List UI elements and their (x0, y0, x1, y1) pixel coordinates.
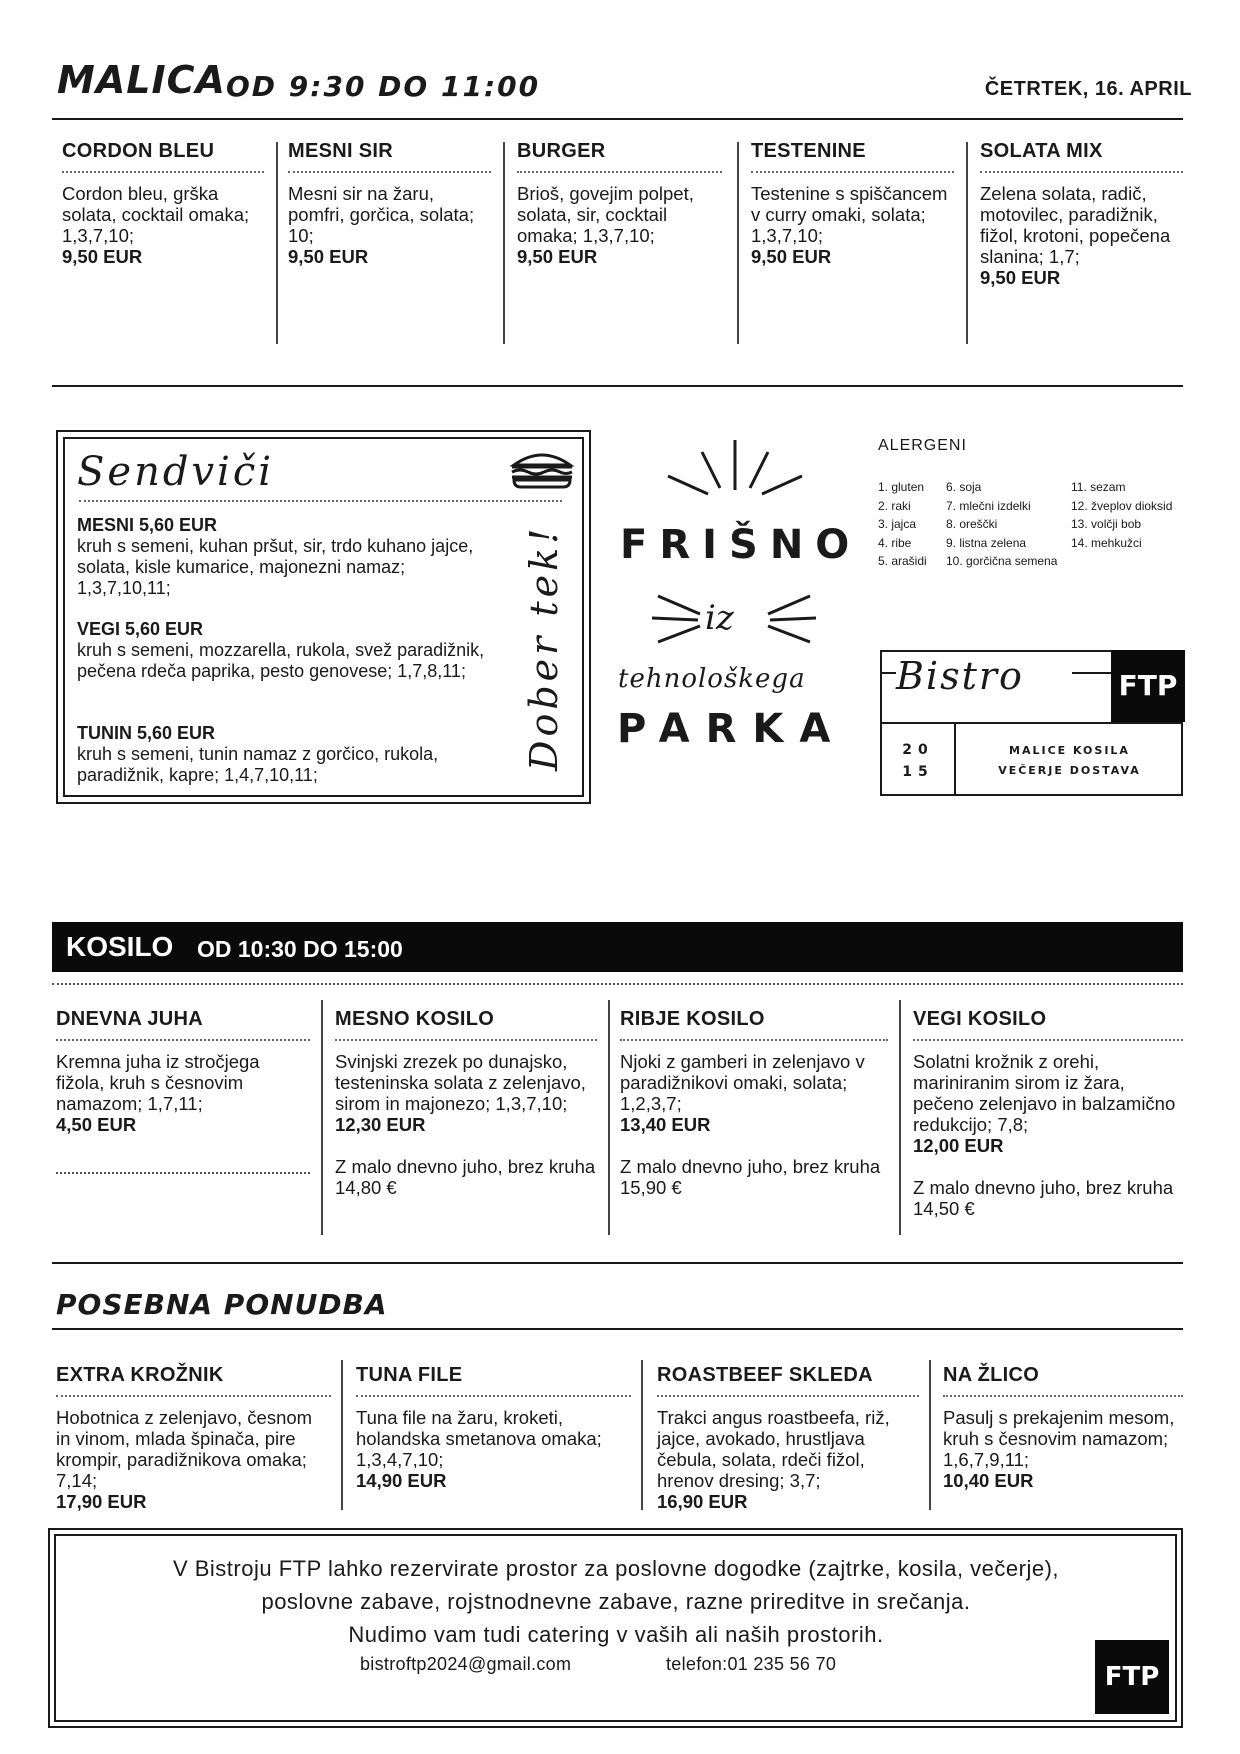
posebna-item (943, 1364, 1183, 1491)
item-desc: Zelena solata, radič, motovilec, paradižnik, fižol, krotoni, popečena slanina; 1,7; (980, 183, 1171, 267)
footer-line: Nudimo vam tudi catering v vaših ali naših prostorih. (348, 1622, 884, 1647)
logo-tick (1072, 672, 1112, 674)
year-top: 20 (902, 742, 934, 758)
allergens-column (946, 478, 1068, 571)
item-price: 12,30 EUR (335, 1114, 426, 1135)
item-price: 13,40 EUR (620, 1114, 711, 1135)
item-price: 14,90 EUR (356, 1470, 447, 1491)
sandwich-desc: kruh s semeni, kuhan pršut, sir, trdo kuhano jajce, solata, kisle kumarice, majonezni namaz; 1,3,7,10,11; (77, 536, 474, 598)
posebna-item (56, 1364, 331, 1512)
malica-item (980, 140, 1183, 288)
column-divider (929, 1360, 931, 1510)
dotted-separator (52, 983, 1183, 985)
item-price: 9,50 EUR (288, 246, 369, 267)
column-divider (899, 1000, 901, 1235)
frisno-text: FRIŠNO (620, 522, 862, 568)
dotted-separator (56, 1172, 310, 1174)
kosilo-item (913, 1008, 1183, 1219)
item-title: DNEVNA JUHA (56, 1008, 310, 1041)
item-desc: Tuna file na žaru, kroketi, holandska smetanova omaka; 1,3,4,7,10; (356, 1407, 602, 1470)
column-divider (641, 1360, 643, 1510)
dotted-separator (79, 500, 562, 502)
section-rule (52, 1328, 1183, 1330)
item-title: VEGI KOSILO (913, 1008, 1183, 1041)
iz-text: iz (705, 598, 734, 638)
allergens-title: ALERGENI (878, 437, 967, 454)
allergen: 14. mehkužci (1071, 535, 1142, 550)
item-desc: Svinjski zrezek po dunajsko, testeninska solata z zelenjavo, sirom in majonezo; 1,3,7,10; (335, 1051, 586, 1114)
section-rule (52, 1262, 1183, 1264)
sandwich-item (77, 619, 497, 682)
allergen: 5. arašidi (878, 554, 927, 568)
services-line2: VEČERJE DOSTAVA (998, 764, 1141, 777)
item-title: RIBJE KOSILO (620, 1008, 888, 1041)
kosilo-title: KOSILO (66, 931, 174, 962)
logo-tick (882, 672, 896, 674)
column-divider (276, 142, 278, 344)
allergens-column (878, 478, 942, 571)
item-price: 17,90 EUR (56, 1491, 147, 1512)
allergen: 11. sezam (1071, 480, 1126, 494)
allergen: 10. gorčična semena (946, 554, 1058, 568)
allergen: 6. soja (946, 480, 982, 494)
item-title: BURGER (517, 140, 722, 173)
bistro-ftp-logo (880, 650, 1183, 796)
parka-text: PARKA (617, 706, 847, 752)
footer-line: poslovne zabave, rojstnodnevne zabave, razne prireditve in srečanja. (261, 1589, 971, 1614)
footer-line: V Bistroju FTP lahko rezervirate prostor za poslovne dogodke (zajtrke, kosila, večerje), (172, 1556, 1060, 1581)
header-rule (52, 118, 1183, 120)
sunburst-icon (660, 438, 810, 498)
item-desc: Mesni sir na žaru, pomfri, gorčica, solata; 10; (288, 183, 475, 246)
item-extra: Z malo dnevno juho, brez kruha 14,80 € (335, 1156, 596, 1198)
footer-box (48, 1528, 1183, 1728)
sandwich-icon (508, 449, 576, 491)
rays-right-icon (760, 590, 820, 650)
bistro-text: Bistro (896, 654, 1024, 698)
item-price: 9,50 EUR (751, 246, 832, 267)
item-price: 10,40 EUR (943, 1470, 1034, 1491)
sandwich-item (77, 723, 497, 786)
item-desc: Solatni krožnik z orehi, mariniranim sirom iz žara, pečeno zelenjavo in balzamično redukcijo; 7,8; (913, 1051, 1176, 1135)
malica-item (751, 140, 954, 267)
allergen: 12. žveplov dioksid (1071, 498, 1173, 513)
item-price: 9,50 EUR (980, 267, 1061, 288)
sandwich-desc: kruh s semeni, mozzarella, rukola, svež paradižnik, pečena rdeča paprika, pesto genovese; 1,7,8,11; (77, 640, 485, 681)
item-title: TUNA FILE (356, 1364, 631, 1397)
kosilo-time: OD 10:30 DO 15:00 (197, 936, 403, 962)
footer-phone[interactable]: telefon:01 235 56 70 (666, 1654, 837, 1674)
column-divider (737, 142, 739, 344)
allergen: 13. volčji bob (1071, 517, 1142, 531)
column-divider (608, 1000, 610, 1235)
tehnoloskega-text: tehnološkega (618, 664, 806, 694)
kosilo-item (620, 1008, 888, 1198)
footer-email[interactable]: bistroftp2024@gmail.com (360, 1654, 572, 1674)
allergens-column (1071, 478, 1183, 552)
item-title: CORDON BLEU (62, 140, 264, 173)
item-title: MESNI SIR (288, 140, 491, 173)
sandwich-title: Sendviči (77, 449, 275, 495)
kosilo-item (335, 1008, 597, 1198)
malica-time: OD 9:30 DO 11:00 (226, 70, 541, 103)
posebna-item (356, 1364, 631, 1491)
allergen: 2. raki (878, 498, 911, 513)
sandwich-name: VEGI 5,60 EUR (77, 619, 204, 639)
allergen: 4. ribe (878, 535, 912, 550)
item-title: SOLATA MIX (980, 140, 1183, 173)
ftp-badge: FTP (1111, 650, 1185, 722)
item-desc: Hobotnica z zelenjavo, česnom in vinom, mlada špinača, pire krompir, paradižnikova omaka; 7,14; (56, 1407, 313, 1491)
sandwich-desc: kruh s semeni, tunin namaz z gorčico, rukola, paradižnik, kapre; 1,4,7,10,11; (77, 744, 439, 785)
allergen: 1. gluten (878, 480, 925, 494)
column-divider (966, 142, 968, 344)
column-divider (341, 1360, 343, 1510)
dober-tek-slogan (513, 519, 573, 779)
item-title: ROASTBEEF SKLEDA (657, 1364, 919, 1397)
logo-divider (954, 722, 956, 796)
column-divider (503, 142, 505, 344)
item-desc: Brioš, govejim polpet, solata, sir, cocktail omaka; 1,3,7,10; (517, 183, 694, 246)
kosilo-header-bar (52, 922, 1183, 972)
logo-rule (882, 722, 1183, 724)
malica-title: MALICA (57, 58, 226, 102)
section-rule (52, 385, 1183, 387)
posebna-item (657, 1364, 919, 1512)
malica-item (62, 140, 264, 267)
item-desc: Trakci angus roastbeefa, riž, jajce, avokado, hrustljava čebula, solata, rdeči fižol, hrenov dresing; 3,7; (657, 1407, 890, 1491)
item-desc: Testenine s spiščancem v curry omaki, solata; 1,3,7,10; (751, 183, 948, 246)
item-price: 9,50 EUR (517, 246, 598, 267)
sandwich-name: MESNI 5,60 EUR (77, 515, 218, 535)
allergen: 7. mlečni izdelki (946, 498, 1031, 513)
item-extra: Z malo dnevno juho, brez kruha 14,50 € (913, 1177, 1174, 1219)
services-line1: MALICE KOSILA (1009, 744, 1130, 757)
allergen: 8. oreščki (946, 517, 998, 531)
posebna-title: POSEBNA PONUDBA (56, 1288, 388, 1321)
item-price: 4,50 EUR (56, 1114, 137, 1135)
malica-item (517, 140, 722, 267)
item-desc: Njoki z gamberi in zelenjavo v paradižnikovi omaki, solata; 1,2,3,7; (620, 1051, 865, 1114)
slogan-text: Dober tek! (522, 524, 566, 771)
item-desc: Pasulj s prekajenim mesom, kruh s česnovim namazom; 1,6,7,9,11; (943, 1407, 1175, 1470)
kosilo-item (56, 1008, 310, 1135)
allergen: 3. jajca (878, 517, 917, 531)
item-title: NA ŽLICO (943, 1364, 1183, 1397)
malica-item (288, 140, 491, 267)
item-desc: Kremna juha iz stročjega fižola, kruh s česnovim namazom; 1,7,11; (56, 1051, 260, 1114)
item-price: 16,90 EUR (657, 1491, 748, 1512)
item-price: 12,00 EUR (913, 1135, 1004, 1156)
sandwich-name: TUNIN 5,60 EUR (77, 723, 216, 743)
column-divider (321, 1000, 323, 1235)
menu-date: ČETRTEK, 16. APRIL (984, 78, 1192, 100)
rays-left-icon (648, 590, 708, 650)
item-title: MESNO KOSILO (335, 1008, 597, 1041)
sandwich-item (77, 515, 497, 599)
allergen: 9. listna zelena (946, 535, 1027, 550)
item-title: TESTENINE (751, 140, 954, 173)
item-extra: Z malo dnevno juho, brez kruha 15,90 € (620, 1156, 881, 1198)
sandwich-box (56, 430, 591, 804)
item-desc: Cordon bleu, grška solata, cocktail omaka; 1,3,7,10; (62, 183, 250, 246)
ftp-badge: FTP (1095, 1640, 1169, 1714)
year-bottom: 15 (902, 764, 934, 780)
item-price: 9,50 EUR (62, 246, 143, 267)
item-title: EXTRA KROŽNIK (56, 1364, 331, 1397)
